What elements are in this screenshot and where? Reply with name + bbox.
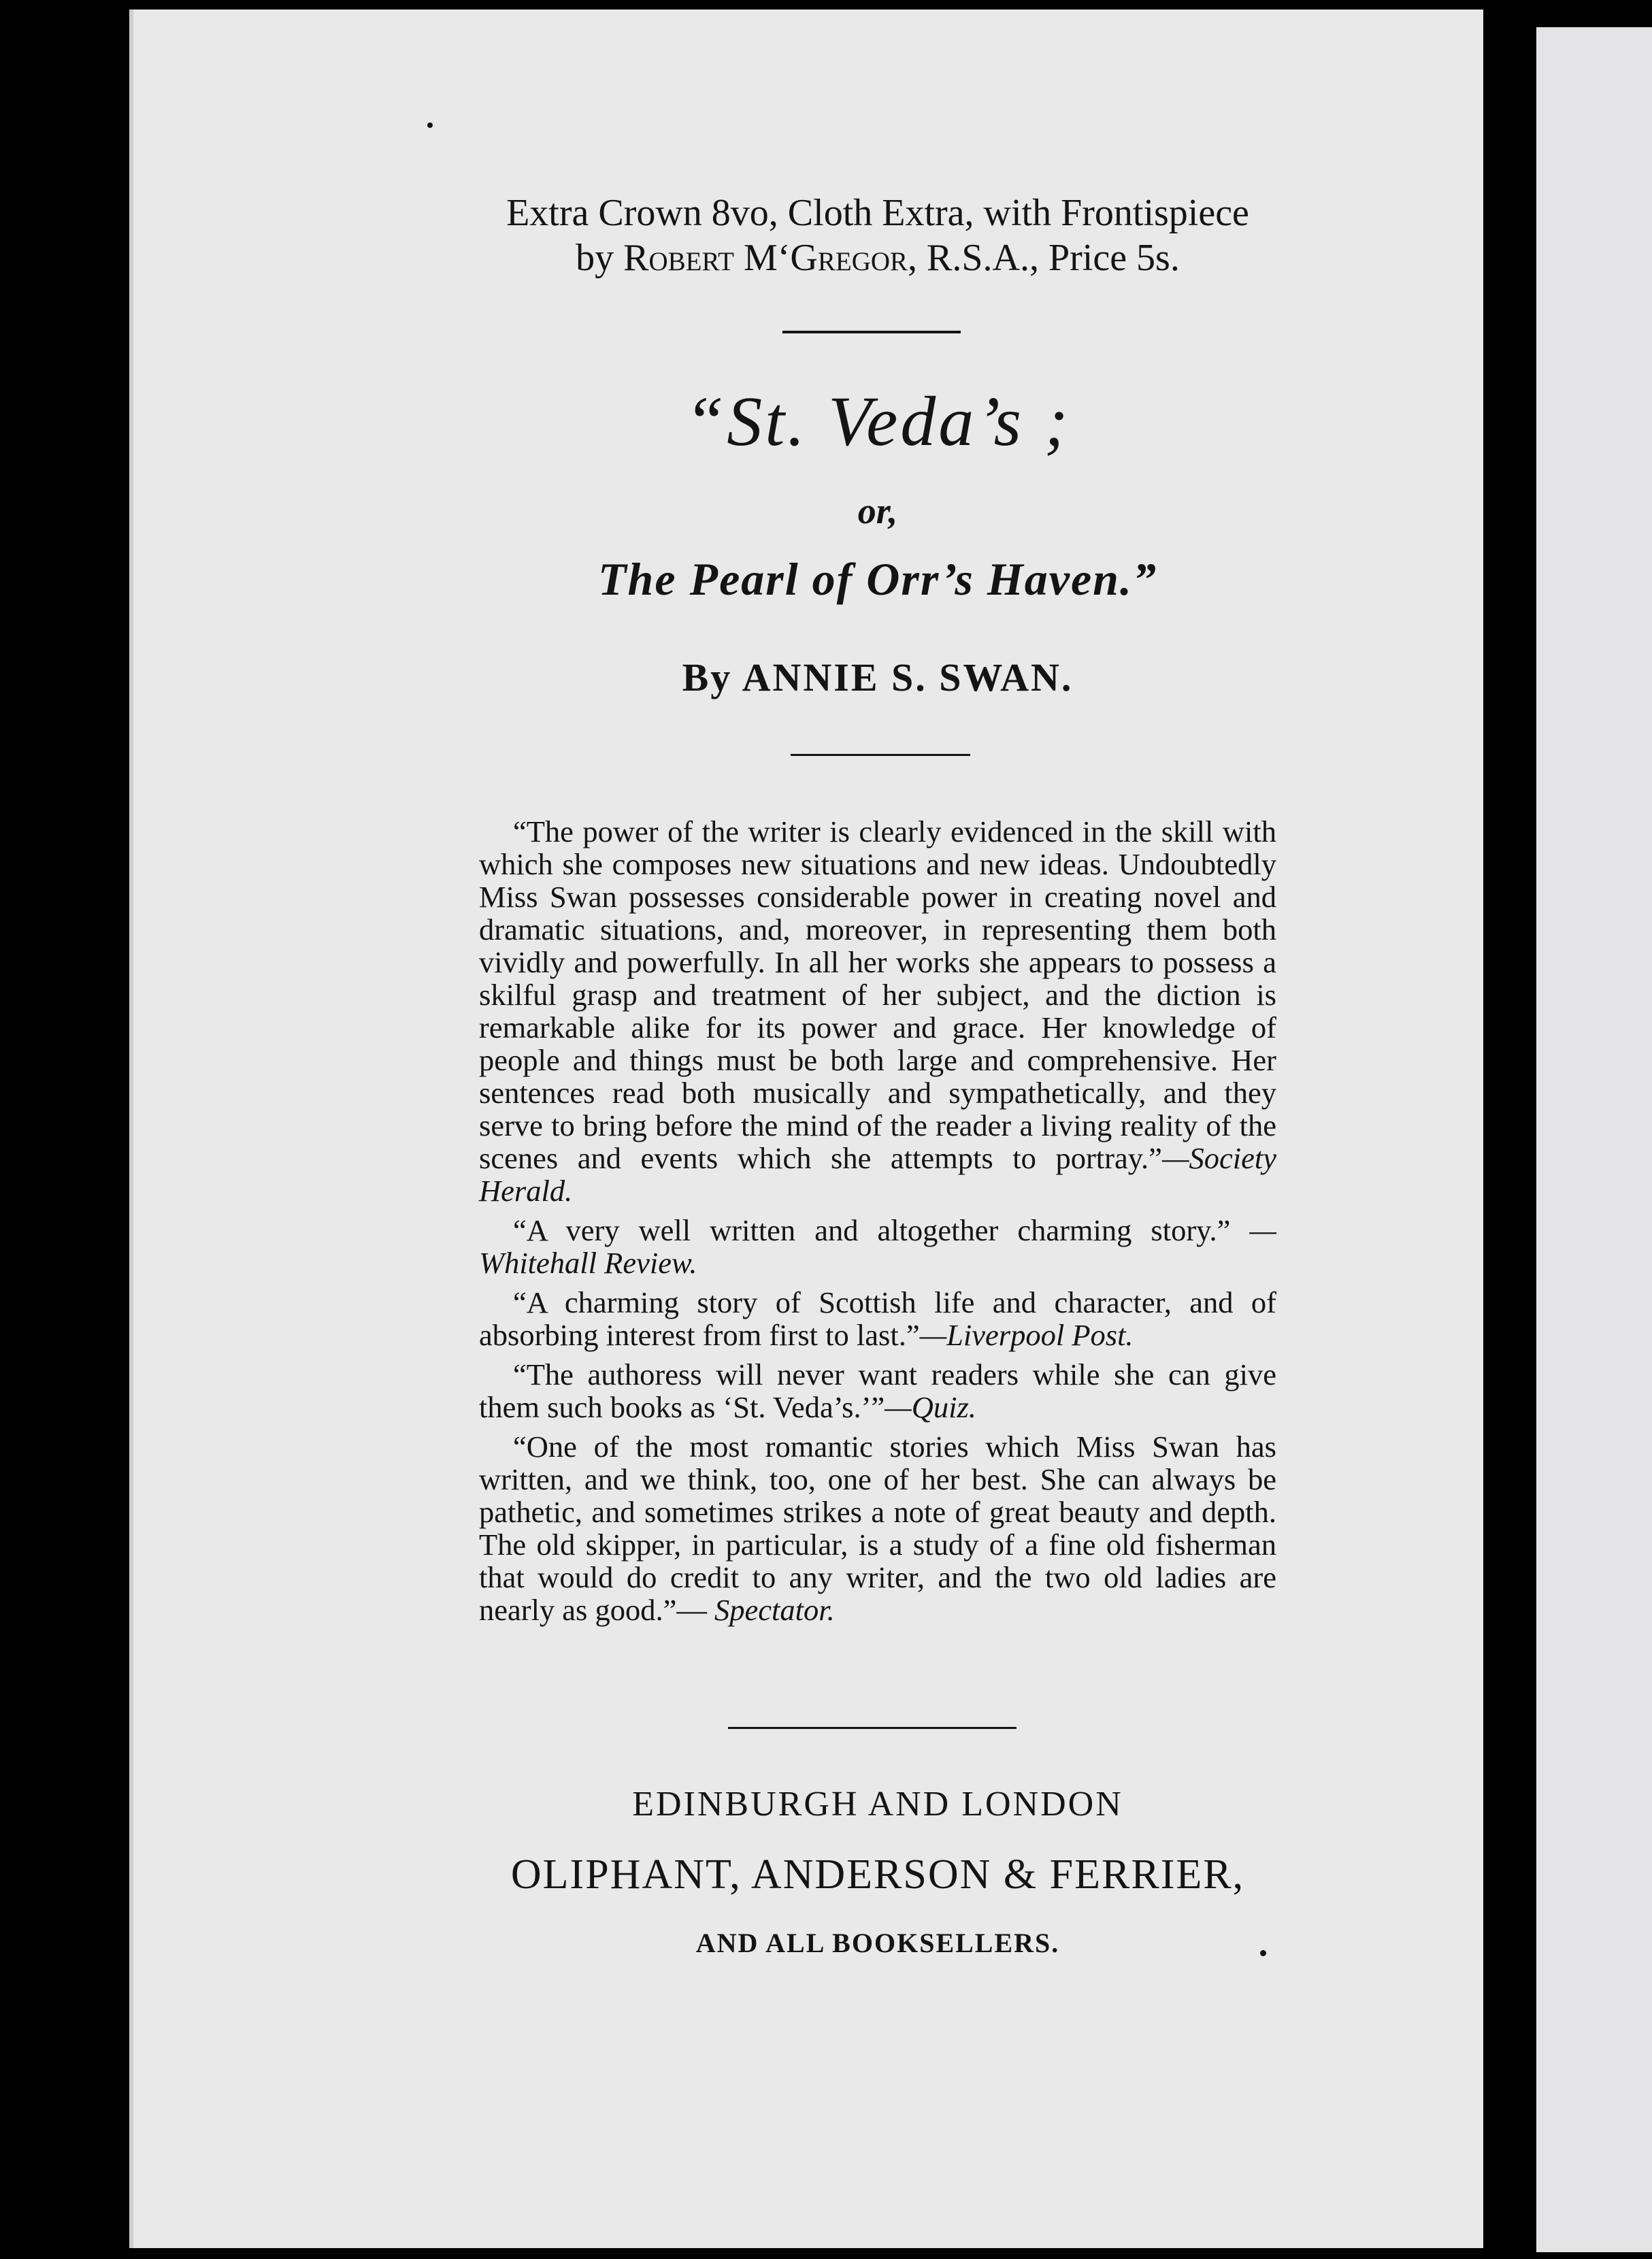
next-page-edge	[1536, 27, 1652, 2252]
title-or: or,	[857, 491, 898, 531]
publisher-name: OLIPHANT, ANDERSON & FERRIER,	[510, 1851, 1245, 1898]
review-quote: “The power of the writer is clearly evidenced in the skill with which she composes new situations and new ideas. Undoubtedly Miss Swan possesses considerable power in creating novel and dramatic situations, and, moreover, in representing them both vividly and powerfully. In all her works she appears to possess a skilful grasp and treatment of her subject, and the diction is remarkable alike for its power and grace. Her knowledge of people and things must be both large and comprehensive. Her sentences read both musically and sympathetically, and they serve to bring before the mind of the reader a living reality of the scenes and events which she attempts to portray.”—Society Herald.	[479, 814, 1276, 1208]
review-source: —Whitehall Review.	[479, 1213, 1276, 1280]
ink-speck	[427, 122, 433, 128]
divider-rule	[728, 1727, 1017, 1729]
review-source: Spectator.	[714, 1593, 835, 1627]
review-source: —Society Herald.	[479, 1141, 1276, 1208]
press-reviews	[479, 815, 1276, 1633]
book-subtitle: The Pearl of Orr’s Haven.”	[598, 553, 1157, 605]
review-quote: “The authoress will never want readers while she can give them such books as ‘St. Veda’s.’”—Quiz.	[479, 1357, 1276, 1424]
publisher-sellers: AND ALL BOOKSELLERS.	[695, 1928, 1060, 1958]
review-quote: “A very well written and altogether charming story.” —Whitehall Review.	[479, 1213, 1276, 1280]
binding-shadow	[1483, 0, 1536, 2259]
divider-rule	[791, 754, 970, 756]
format-and-price	[476, 191, 1279, 280]
divider-rule	[782, 331, 961, 333]
format-line-2: by Robert M‘Gregor, R.S.A., Price 5s.	[576, 237, 1180, 279]
review-quote: “One of the most romantic stories which Miss Swan has written, and we think, too, one of her best. She can always be pathetic, and sometimes strikes a note of great beauty and depth. The old skipper, in particular, is a study of a fine old fisherman that would do credit to any writer, and the two old ladies are nearly as good.”— Spectator.	[479, 1430, 1276, 1627]
review-source: —Quiz.	[885, 1390, 976, 1424]
review-quote: “A charming story of Scottish life and character, and of absorbing interest from first to last.”—Liverpool Post.	[479, 1285, 1276, 1352]
illustrator-name: Robert M‘Gregor	[623, 237, 908, 279]
ink-speck	[1260, 1950, 1266, 1956]
author-byline: By ANNIE S. SWAN.	[682, 655, 1074, 699]
book-title: “St. Veda’s ;	[684, 382, 1071, 461]
format-line-1: Extra Crown 8vo, Cloth Extra, with Frontispiece	[506, 192, 1249, 234]
review-source: —Liverpool Post.	[919, 1318, 1134, 1352]
publisher-cities: EDINBURGH AND LONDON	[632, 1785, 1123, 1824]
